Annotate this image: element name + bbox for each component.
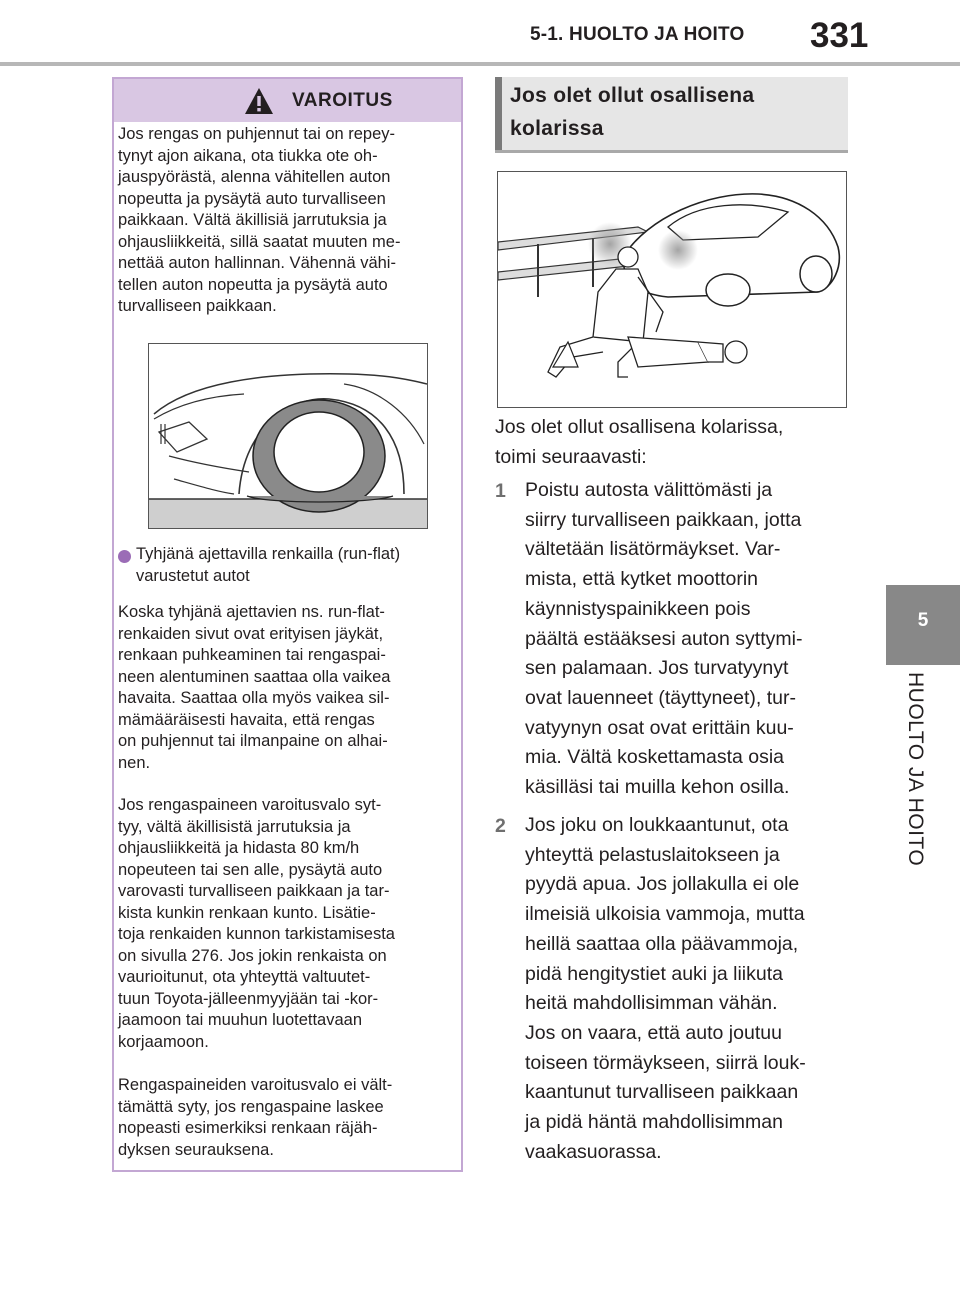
page-number: 331 bbox=[810, 16, 869, 55]
section-intro: Jos olet ollut osallisena kolarissa, toimi seuraavasti: bbox=[495, 416, 784, 468]
warning-intro: Jos rengas on puhjennut tai on repey- tynyt ajon aikana, ota tiukka ote oh- jauspyörästä, alenna vähitellen auton nopeutta ja pysäytä auto turvalliseen paikkaan. Vältä äkillisiä jarrutuksia ja ohjausliikkeitä, sillä saatat muuten me- nettää auton hallinnan. Vähennä vähi- tellen auton nopeutta ja pysäytä auto turvalliseen paikkaan. bbox=[118, 125, 401, 315]
chapter-number: 5 bbox=[917, 610, 929, 631]
accident-illustration bbox=[497, 171, 847, 408]
running-header: 5-1. HUOLTO JA HOITO bbox=[530, 24, 745, 45]
warning-triangle-icon bbox=[244, 87, 274, 115]
pressure-drop-paragraph: Rengaspaineiden varoitusvalo ei vält- tämättä syty, jos rengaspaine laskee nopeasti esimerkiksi renkaan räjäh- dyksen seurauksena. bbox=[118, 1076, 393, 1159]
section-heading bbox=[495, 77, 848, 153]
step-text: Poistu autosta välittömästi ja siirry turvalliseen paikkaan, jotta vältetään lisätörmäykset. Var- mista, että kytket moottorin käynnistyspainikkeen pois päältä estääksesi auton syttymi- sen palamaan. Jos turvatyynyt ovat lauenneet (täyttyneet), tur- vatyynyn osat ovat erittäin kuu- mia. Vältä koskettamasta osia käsilläsi tai muilla kehon osilla. bbox=[525, 479, 803, 799]
run-flat-paragraph: Koska tyhjänä ajettavien ns. run-flat- renkaiden sivut ovat erityisen jäykät, renkaan puhkeaminen tai rengaspai- neen alentuminen saattaa olla vaikea havaita. Saattaa olla myös vaikea sil- mämääräisesti havaita, että rengas on puhjennut tai ilmanpaine on alhai- nen. bbox=[118, 603, 391, 772]
chapter-label: HUOLTO JA HOITO bbox=[904, 672, 927, 867]
run-flat-heading: Tyhjänä ajettavilla renkailla (run-flat) varustetut autot bbox=[136, 545, 401, 585]
step-text: Jos joku on loukkaantunut, ota yhteyttä pelastuslaitokseen ja pyydä apua. Jos jollakulla ei ole ilmeisiä ulkoisia vammoja, mutta heillä saattaa olla päävammoja, pidä hengitystiet auki ja liikuta heitä mahdollisimman vähän. Jos on vaara, että auto joutuu toiseen törmäykseen, siirrä louk- kaantunut turvalliseen paikkaan ja pidä häntä mahdollisimman vaakasuorassa. bbox=[525, 814, 806, 1163]
section-title: Jos olet ollut osallisena kolarissa bbox=[510, 84, 755, 140]
warning-light-paragraph: Jos rengaspaineen varoitusvalo syt- tyy, vältä äkillisistä jarrutuksia ja ohjausliikkeitä ja hidasta 80 km/h nopeuteen tai sen alle, pysäytä auto varovasti turvalliseen paikkaan ja tar- kista kunkin renkaan kunto. Lisätie- toja renkaiden kunnon tarkistamisesta on sivulla 276. Jos jokin renkaista on vaurioitunut, ota yhteyttä valtuutet- tuun Toyota-jälleenmyyjään tai -kor- jaamoon tai muuhun luotettavaan korjaamoon. bbox=[118, 796, 395, 1051]
header-rule bbox=[0, 62, 960, 66]
warning-title: VAROITUS bbox=[292, 90, 393, 111]
step-number: 1 bbox=[495, 480, 506, 502]
bullet-dot bbox=[118, 550, 131, 563]
warning-header bbox=[114, 79, 461, 122]
flat-tire-illustration bbox=[148, 343, 428, 529]
step-number: 2 bbox=[495, 815, 506, 837]
section-heading-bar bbox=[495, 77, 502, 150]
